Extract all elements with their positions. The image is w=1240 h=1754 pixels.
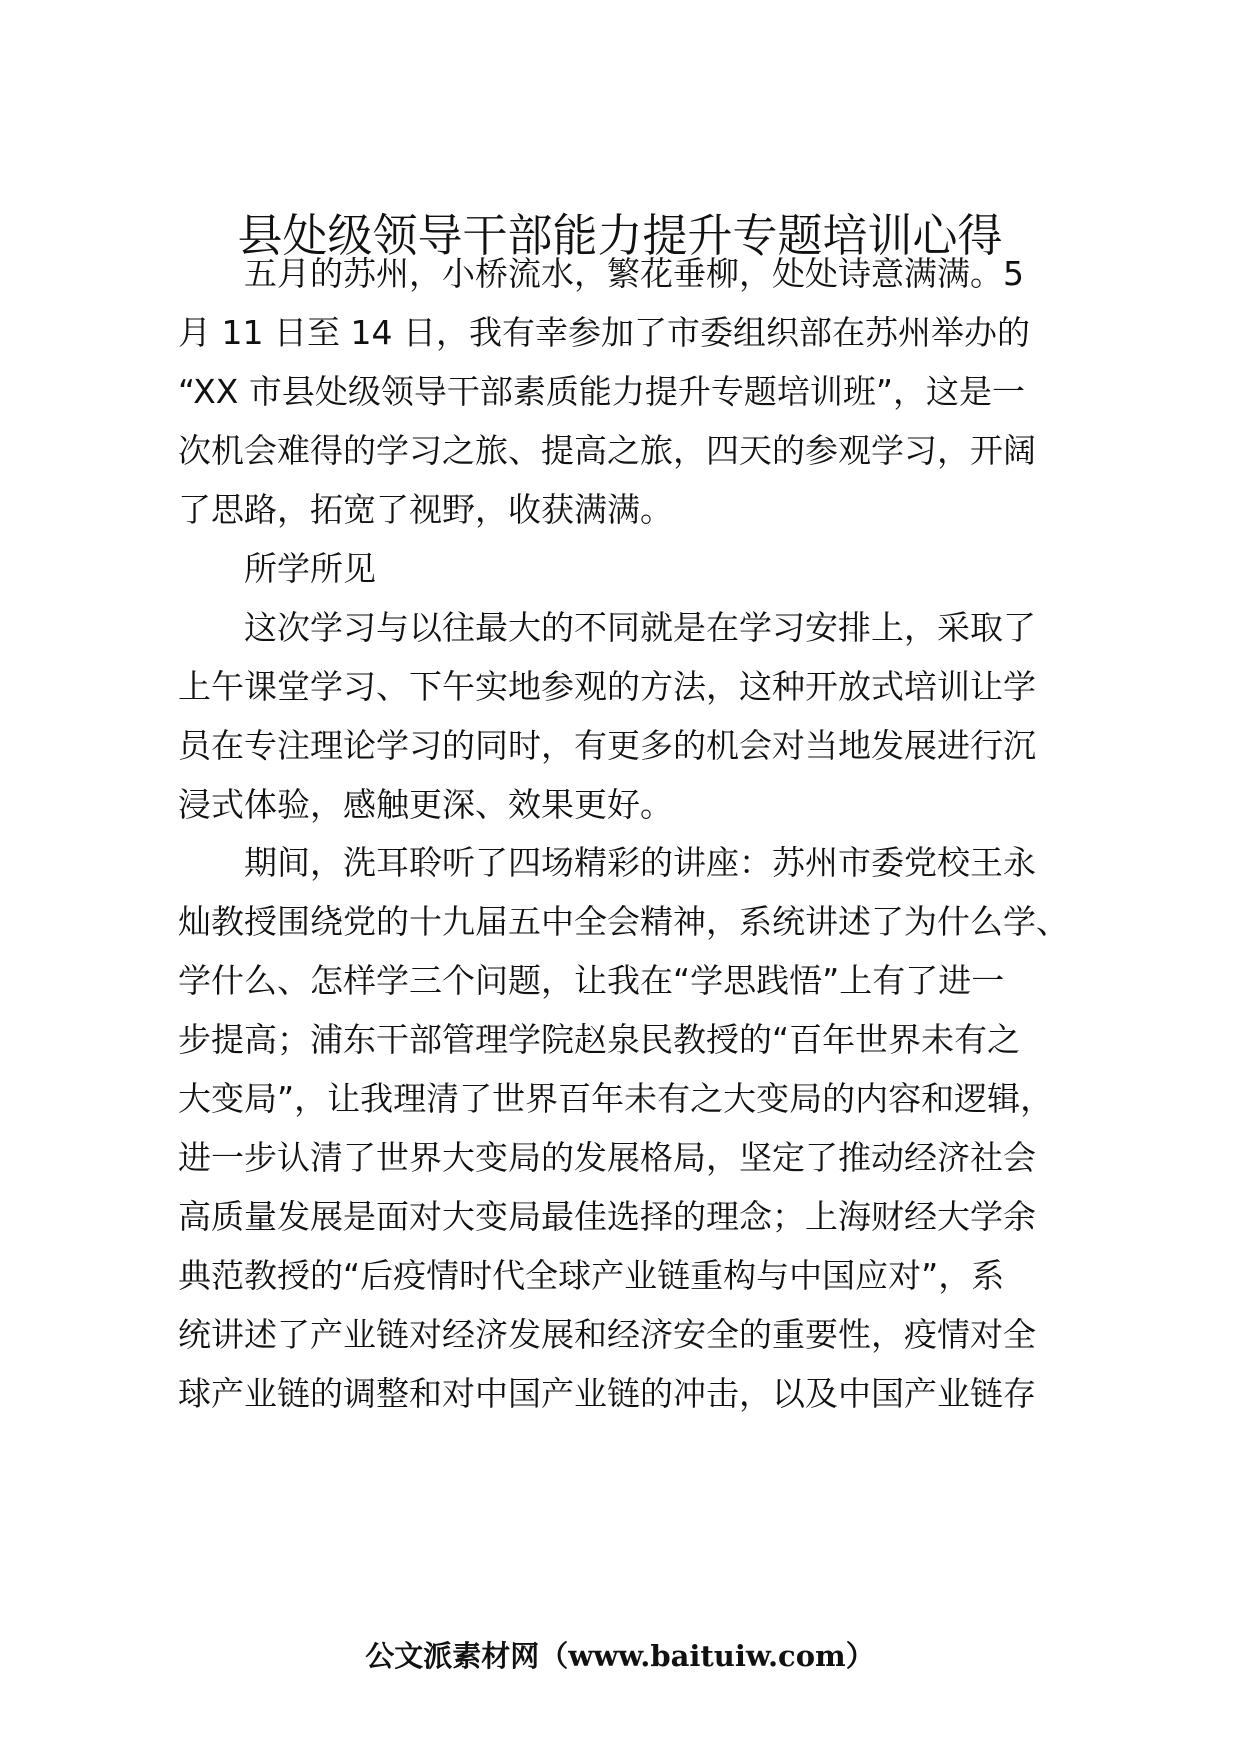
paragraph-line: 进一步认清了世界大变局的发展格局，坚定了推动经济社会 [178, 1138, 1036, 1177]
paragraph-line: 球产业链的调整和对中国产业链的冲击，以及中国产业链存 [178, 1374, 1036, 1413]
paragraph-line: 期间，洗耳聆听了四场精彩的讲座：苏州市委党校王永 [244, 843, 1036, 882]
paragraph-line: 了思路，拓宽了视野，收获满满。 [178, 490, 673, 529]
paragraph-line: “XX 市县处级领导干部素质能力提升专题培训班”，这是一 [178, 372, 1025, 411]
paragraph-line: 月 11 日至 14 日，我有幸参加了市委组织部在苏州举办的 [178, 313, 1030, 352]
paragraph-line: 大变局”，让我理清了世界百年未有之大变局的内容和逻辑， [178, 1079, 1054, 1118]
paragraph-line: 高质量发展是面对大变局最佳选择的理念；上海财经大学余 [178, 1197, 1036, 1236]
paragraph-line: 次机会难得的学习之旅、提高之旅，四天的参观学习，开阔 [178, 431, 1036, 470]
paragraph-line: 五月的苏州，小桥流水，繁花垂柳，处处诗意满满。5 [244, 254, 1024, 293]
section-heading: 所学所见 [244, 549, 376, 588]
paragraph-line: 学什么、怎样学三个问题，让我在“学思践悟”上有了进一 [178, 961, 1005, 1000]
footer-watermark: 公文派素材网（www.baituiw.com） [365, 1639, 875, 1673]
paragraph-line: 典范教授的“后疫情时代全球产业链重构与中国应对”，系 [178, 1256, 1005, 1295]
paragraph-line: 上午课堂学习、下午实地参观的方法，这种开放式培训让学 [178, 667, 1036, 706]
paragraph-line: 步提高；浦东干部管理学院赵泉民教授的“百年世界未有之 [178, 1020, 1021, 1059]
paragraph-line: 这次学习与以往最大的不同就是在学习安排上，采取了 [244, 608, 1036, 647]
paragraph-line: 灿教授围绕党的十九届五中全会精神，系统讲述了为什么学、 [178, 902, 1069, 941]
paragraph-line: 员在专注理论学习的同时，有更多的机会对当地发展进行沉 [178, 726, 1036, 765]
paragraph-line: 浸式体验，感触更深、效果更好。 [178, 785, 673, 824]
document-title: 县处级领导干部能力提升专题培训心得 [237, 209, 1003, 262]
paragraph-line: 统讲述了产业链对经济发展和经济安全的重要性，疫情对全 [178, 1315, 1036, 1354]
